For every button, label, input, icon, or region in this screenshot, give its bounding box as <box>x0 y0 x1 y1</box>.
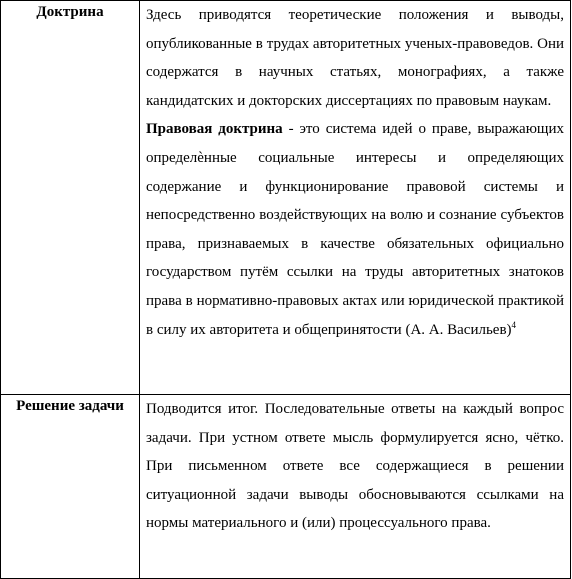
paragraph-text: - это система идей о праве, выражающих определѐнные социальные интересы и определяющих содержание и функционирование правовой системы и непосредственно воздействующих на волю и сознание субъектов права, признаваемых в качестве обязательных официально государством путём ссылки на труды авторитетных знатоков права в нормативно-правовых актах или юридической практикой в силу их авторитета и общепринятости (А. А. Васильев) <box>146 121 564 338</box>
description-cell <box>140 395 571 579</box>
term-label: Решение задачи <box>16 398 124 414</box>
footnote-marker: 4 <box>511 319 517 330</box>
description-cell <box>140 1 571 395</box>
paragraph-text: Здесь приводятся теоретические положения и выводы, опубликованные в трудах авторитетных ученых-правоведов. Они содержатся в научных статьях, монографиях, а также кандидатских и докторских диссертациях по правовым наукам. <box>146 7 564 109</box>
paragraph <box>146 1 564 115</box>
term-label: Доктрина <box>36 4 104 20</box>
paragraph <box>146 395 564 538</box>
table-row <box>1 395 571 579</box>
term-cell <box>1 395 140 579</box>
table-row <box>1 1 571 395</box>
bold-term: Правовая доктрина <box>146 121 283 138</box>
term-cell <box>1 1 140 395</box>
paragraph-text: Подводится итог. Последовательные ответы на каждый вопрос задачи. При устном ответе мысль формулируется ясно, чётко. При письменном ответе все содержащиеся в решении ситуационной задачи выводы обосновываются ссылками на нормы материального и (или) процессуального права. <box>146 401 564 532</box>
paragraph <box>146 115 564 344</box>
